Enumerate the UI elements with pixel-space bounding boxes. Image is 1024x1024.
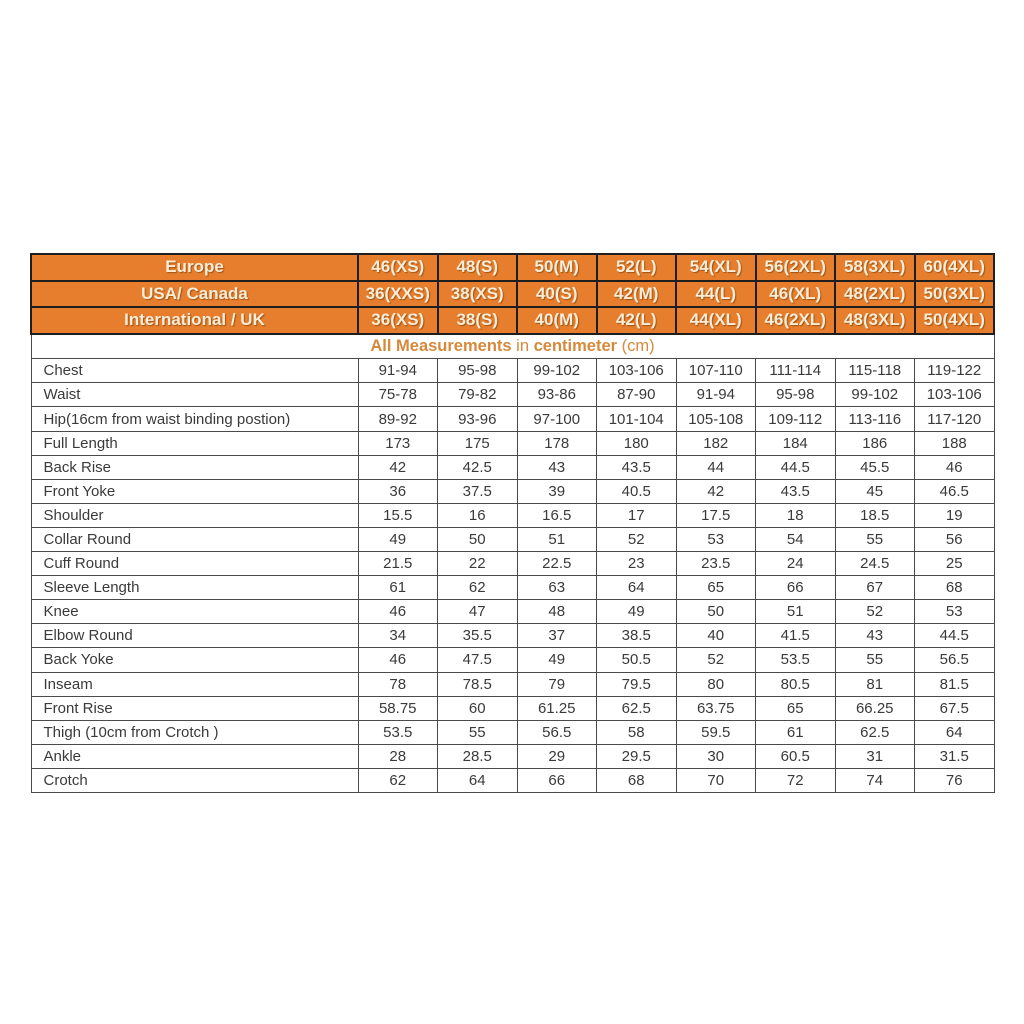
measurement-name-cell: Front Rise: [31, 696, 358, 720]
size-cell: 48(S): [438, 254, 518, 281]
measurement-row: [31, 527, 994, 551]
units-note-part: (cm): [621, 337, 655, 356]
measurement-value-cell: 74: [835, 768, 915, 792]
measurement-value-cell: 15.5: [358, 503, 438, 527]
measurement-name-cell: Back Rise: [31, 455, 358, 479]
measurement-value-cell: 66: [756, 576, 836, 600]
measurement-value-cell: 47: [438, 600, 518, 624]
measurement-value-cell: 37: [517, 624, 597, 648]
measurement-value-cell: 52: [676, 648, 756, 672]
measurement-value-cell: 56.5: [915, 648, 995, 672]
measurement-value-cell: 35.5: [438, 624, 518, 648]
measurement-value-cell: 178: [517, 431, 597, 455]
measurement-row: [31, 744, 994, 768]
size-cell: 44(XL): [676, 307, 756, 334]
measurement-value-cell: 113-116: [835, 407, 915, 431]
measurement-value-cell: 55: [438, 720, 518, 744]
measurement-name-cell: Cuff Round: [31, 552, 358, 576]
measurement-value-cell: 16.5: [517, 503, 597, 527]
measurement-value-cell: 105-108: [676, 407, 756, 431]
measurement-value-cell: 72: [756, 768, 836, 792]
size-cell: 58(3XL): [835, 254, 915, 281]
measurement-name-cell: Back Yoke: [31, 648, 358, 672]
measurement-row: [31, 696, 994, 720]
size-cell: 42(L): [597, 307, 677, 334]
measurement-value-cell: 175: [438, 431, 518, 455]
measurement-value-cell: 24: [756, 552, 836, 576]
measurement-value-cell: 40.5: [597, 479, 677, 503]
measurement-row: [31, 648, 994, 672]
measurement-value-cell: 62.5: [835, 720, 915, 744]
measurement-value-cell: 34: [358, 624, 438, 648]
measurement-row: [31, 672, 994, 696]
measurement-value-cell: 182: [676, 431, 756, 455]
measurement-value-cell: 21.5: [358, 552, 438, 576]
size-cell: 40(S): [517, 281, 597, 308]
measurement-value-cell: 42.5: [438, 455, 518, 479]
measurement-value-cell: 62.5: [597, 696, 677, 720]
measurement-name-cell: Crotch: [31, 768, 358, 792]
measurement-value-cell: 79-82: [438, 383, 518, 407]
measurement-value-cell: 75-78: [358, 383, 438, 407]
measurement-value-cell: 58: [597, 720, 677, 744]
measurement-value-cell: 78: [358, 672, 438, 696]
measurement-value-cell: 52: [597, 527, 677, 551]
units-note-part: in: [516, 337, 534, 356]
measurement-name-cell: Collar Round: [31, 527, 358, 551]
measurement-value-cell: 180: [597, 431, 677, 455]
measurement-value-cell: 24.5: [835, 552, 915, 576]
measurement-value-cell: 45.5: [835, 455, 915, 479]
measurement-value-cell: 89-92: [358, 407, 438, 431]
measurement-row: [31, 503, 994, 527]
measurement-value-cell: 80: [676, 672, 756, 696]
measurement-value-cell: 186: [835, 431, 915, 455]
measurement-name-cell: Chest: [31, 359, 358, 383]
measurement-value-cell: 60: [438, 696, 518, 720]
measurement-value-cell: 23.5: [676, 552, 756, 576]
measurement-value-cell: 48: [517, 600, 597, 624]
measurement-value-cell: 18.5: [835, 503, 915, 527]
measurement-value-cell: 68: [915, 576, 995, 600]
measurement-value-cell: 65: [676, 576, 756, 600]
size-cell: 46(XS): [358, 254, 438, 281]
measurement-value-cell: 22: [438, 552, 518, 576]
measurement-value-cell: 44: [676, 455, 756, 479]
units-note-part: centimeter: [533, 337, 622, 356]
measurement-value-cell: 53.5: [756, 648, 836, 672]
measurement-name-cell: Knee: [31, 600, 358, 624]
measurement-value-cell: 62: [358, 768, 438, 792]
measurement-value-cell: 64: [597, 576, 677, 600]
measurement-value-cell: 93-96: [438, 407, 518, 431]
measurement-value-cell: 44.5: [915, 624, 995, 648]
measurement-value-cell: 40: [676, 624, 756, 648]
units-note-part: All Measurements: [370, 337, 517, 356]
measurement-name-cell: Inseam: [31, 672, 358, 696]
measurement-value-cell: 46: [915, 455, 995, 479]
measurement-value-cell: 55: [835, 648, 915, 672]
measurement-value-cell: 95-98: [756, 383, 836, 407]
measurement-value-cell: 81: [835, 672, 915, 696]
measurement-value-cell: 49: [597, 600, 677, 624]
size-cell: 60(4XL): [915, 254, 995, 281]
measurement-value-cell: 119-122: [915, 359, 995, 383]
measurement-row: [31, 768, 994, 792]
measurement-value-cell: 79: [517, 672, 597, 696]
size-cell: 48(2XL): [835, 281, 915, 308]
measurement-value-cell: 107-110: [676, 359, 756, 383]
measurement-value-cell: 53.5: [358, 720, 438, 744]
measurement-value-cell: 81.5: [915, 672, 995, 696]
measurement-value-cell: 91-94: [676, 383, 756, 407]
size-cell: 36(XXS): [358, 281, 438, 308]
measurement-name-cell: Thigh (10cm from Crotch ): [31, 720, 358, 744]
measurement-value-cell: 54: [756, 527, 836, 551]
measurement-value-cell: 64: [438, 768, 518, 792]
measurement-value-cell: 38.5: [597, 624, 677, 648]
measurement-value-cell: 80.5: [756, 672, 836, 696]
measurement-value-cell: 30: [676, 744, 756, 768]
size-cell: 50(4XL): [915, 307, 995, 334]
measurement-value-cell: 66.25: [835, 696, 915, 720]
measurement-value-cell: 23: [597, 552, 677, 576]
measurement-value-cell: 61: [756, 720, 836, 744]
size-cell: 38(XS): [438, 281, 518, 308]
measurement-value-cell: 59.5: [676, 720, 756, 744]
measurement-row: [31, 455, 994, 479]
measurement-value-cell: 16: [438, 503, 518, 527]
measurement-value-cell: 99-102: [835, 383, 915, 407]
measurement-value-cell: 184: [756, 431, 836, 455]
measurement-value-cell: 46: [358, 648, 438, 672]
measurement-value-cell: 78.5: [438, 672, 518, 696]
measurement-value-cell: 56: [915, 527, 995, 551]
measurement-value-cell: 43.5: [597, 455, 677, 479]
size-cell: 44(L): [676, 281, 756, 308]
measurement-value-cell: 117-120: [915, 407, 995, 431]
size-cell: 46(XL): [756, 281, 836, 308]
measurement-name-cell: Ankle: [31, 744, 358, 768]
measurement-row: [31, 600, 994, 624]
measurement-value-cell: 173: [358, 431, 438, 455]
measurement-name-cell: Full Length: [31, 431, 358, 455]
measurement-value-cell: 103-106: [597, 359, 677, 383]
measurement-value-cell: 93-86: [517, 383, 597, 407]
measurement-value-cell: 19: [915, 503, 995, 527]
measurement-value-cell: 67: [835, 576, 915, 600]
size-cell: 36(XS): [358, 307, 438, 334]
measurement-value-cell: 28: [358, 744, 438, 768]
measurement-value-cell: 60.5: [756, 744, 836, 768]
measurement-value-cell: 50: [438, 527, 518, 551]
measurement-value-cell: 51: [517, 527, 597, 551]
measurement-value-cell: 50.5: [597, 648, 677, 672]
size-header-row: [31, 254, 994, 281]
measurement-row: [31, 479, 994, 503]
measurement-value-cell: 66: [517, 768, 597, 792]
measurement-value-cell: 36: [358, 479, 438, 503]
measurement-value-cell: 58.75: [358, 696, 438, 720]
measurement-value-cell: 50: [676, 600, 756, 624]
size-cell: 52(L): [597, 254, 677, 281]
measurement-value-cell: 61.25: [517, 696, 597, 720]
measurement-row: [31, 407, 994, 431]
size-cell: 46(2XL): [756, 307, 836, 334]
region-name-cell: International / UK: [31, 307, 358, 334]
size-cell: 42(M): [597, 281, 677, 308]
size-cell: 50(3XL): [915, 281, 995, 308]
size-cell: 40(M): [517, 307, 597, 334]
measurement-value-cell: 63: [517, 576, 597, 600]
size-cell: 48(3XL): [835, 307, 915, 334]
size-cell: 54(XL): [676, 254, 756, 281]
size-cell: 50(M): [517, 254, 597, 281]
measurement-value-cell: 43: [835, 624, 915, 648]
measurement-value-cell: 41.5: [756, 624, 836, 648]
measurement-value-cell: 17: [597, 503, 677, 527]
measurement-value-cell: 111-114: [756, 359, 836, 383]
measurement-value-cell: 99-102: [517, 359, 597, 383]
size-header-row: [31, 281, 994, 308]
measurement-row: [31, 552, 994, 576]
measurement-value-cell: 103-106: [915, 383, 995, 407]
measurement-value-cell: 79.5: [597, 672, 677, 696]
measurement-row: [31, 359, 994, 383]
size-chart-body: [31, 254, 994, 793]
measurement-row: [31, 576, 994, 600]
measurement-value-cell: 64: [915, 720, 995, 744]
measurement-row: [31, 720, 994, 744]
measurement-row: [31, 383, 994, 407]
measurement-value-cell: 95-98: [438, 359, 518, 383]
measurement-value-cell: 25: [915, 552, 995, 576]
measurement-value-cell: 45: [835, 479, 915, 503]
measurement-value-cell: 55: [835, 527, 915, 551]
measurement-value-cell: 61: [358, 576, 438, 600]
size-header-row: [31, 307, 994, 334]
measurement-row: [31, 624, 994, 648]
size-cell: 56(2XL): [756, 254, 836, 281]
region-name-cell: Europe: [31, 254, 358, 281]
measurement-value-cell: 109-112: [756, 407, 836, 431]
measurement-value-cell: 62: [438, 576, 518, 600]
region-name-cell: USA/ Canada: [31, 281, 358, 308]
measurement-value-cell: 87-90: [597, 383, 677, 407]
measurement-name-cell: Hip(16cm from waist binding postion): [31, 407, 358, 431]
measurement-row: [31, 431, 994, 455]
measurement-value-cell: 52: [835, 600, 915, 624]
measurement-value-cell: 70: [676, 768, 756, 792]
measurement-value-cell: 28.5: [438, 744, 518, 768]
measurement-value-cell: 67.5: [915, 696, 995, 720]
measurement-value-cell: 46.5: [915, 479, 995, 503]
measurement-value-cell: 188: [915, 431, 995, 455]
units-row: [31, 334, 994, 359]
measurement-value-cell: 22.5: [517, 552, 597, 576]
measurement-name-cell: Sleeve Length: [31, 576, 358, 600]
measurement-value-cell: 68: [597, 768, 677, 792]
units-note: [31, 334, 994, 359]
measurement-value-cell: 46: [358, 600, 438, 624]
measurement-value-cell: 17.5: [676, 503, 756, 527]
measurement-value-cell: 101-104: [597, 407, 677, 431]
measurement-value-cell: 56.5: [517, 720, 597, 744]
measurement-value-cell: 97-100: [517, 407, 597, 431]
measurement-name-cell: Front Yoke: [31, 479, 358, 503]
measurement-value-cell: 31: [835, 744, 915, 768]
measurement-value-cell: 37.5: [438, 479, 518, 503]
measurement-value-cell: 47.5: [438, 648, 518, 672]
measurement-value-cell: 42: [676, 479, 756, 503]
measurement-value-cell: 44.5: [756, 455, 836, 479]
measurement-value-cell: 76: [915, 768, 995, 792]
measurement-value-cell: 53: [676, 527, 756, 551]
measurement-value-cell: 43.5: [756, 479, 836, 503]
measurement-value-cell: 43: [517, 455, 597, 479]
measurement-value-cell: 39: [517, 479, 597, 503]
measurement-value-cell: 91-94: [358, 359, 438, 383]
size-chart-table: [30, 253, 995, 793]
measurement-value-cell: 49: [358, 527, 438, 551]
measurement-value-cell: 49: [517, 648, 597, 672]
measurement-value-cell: 29: [517, 744, 597, 768]
measurement-name-cell: Waist: [31, 383, 358, 407]
measurement-value-cell: 63.75: [676, 696, 756, 720]
measurement-value-cell: 53: [915, 600, 995, 624]
measurement-value-cell: 18: [756, 503, 836, 527]
measurement-name-cell: Shoulder: [31, 503, 358, 527]
measurement-value-cell: 29.5: [597, 744, 677, 768]
measurement-value-cell: 31.5: [915, 744, 995, 768]
measurement-name-cell: Elbow Round: [31, 624, 358, 648]
measurement-value-cell: 42: [358, 455, 438, 479]
size-cell: 38(S): [438, 307, 518, 334]
measurement-value-cell: 51: [756, 600, 836, 624]
measurement-value-cell: 65: [756, 696, 836, 720]
measurement-value-cell: 115-118: [835, 359, 915, 383]
